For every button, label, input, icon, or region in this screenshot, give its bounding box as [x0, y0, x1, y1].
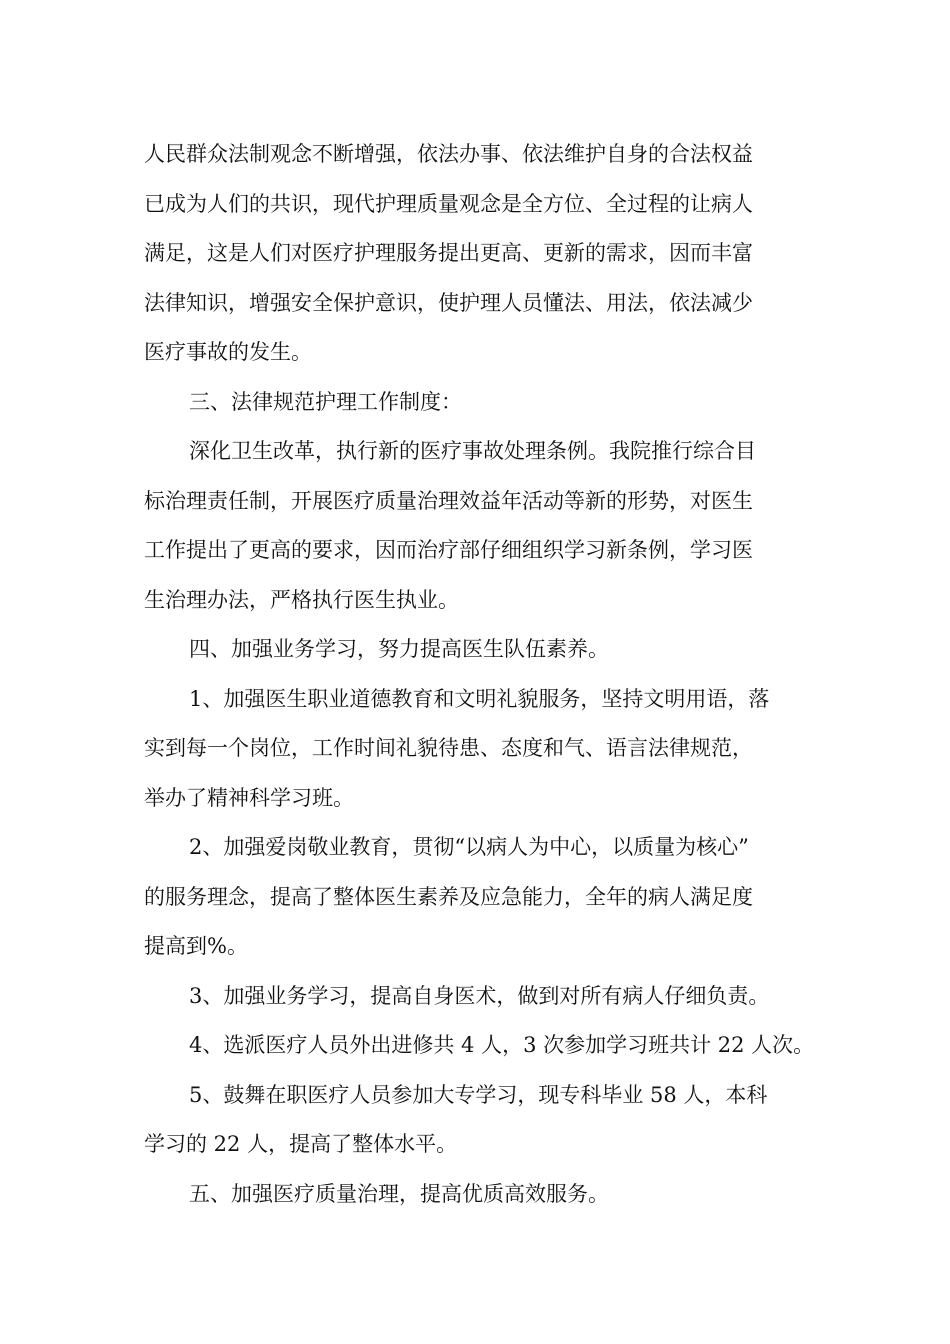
text-line: 医疗事故的发生。	[144, 340, 312, 364]
document-body	[144, 130, 824, 1219]
text-line: 4、选派医疗人员外出进修共 4 人，3 次参加学习班共计 22 人次。	[189, 1033, 815, 1057]
text-line: 满足，这是人们对医疗护理服务提出更高、更新的需求，因而丰富	[144, 241, 753, 265]
text-line: 提高到%。	[144, 934, 248, 958]
text-line: 深化卫生改革，执行新的医疗事故处理条例。我院推行综合目	[189, 439, 756, 463]
text-line: 1、加强医生职业道德教育和文明礼貌服务，坚持文明用语，落	[189, 686, 770, 711]
text-line: 2、加强爱岗敬业教育，贯彻“以病人为中心，以质量为核心”	[189, 835, 749, 859]
text-line: 的服务理念，提高了整体医生素养及应急能力，全年的病人满足度	[144, 884, 753, 909]
text-line: 5、鼓舞在职医疗人员参加大专学习，现专科毕业 58 人，本科	[189, 1082, 768, 1107]
text-line: 五、加强医疗质量治理，提高优质高效服务。	[189, 1181, 609, 1206]
text-line: 3、加强业务学习，提高自身医术，做到对所有病人仔细负责。	[189, 983, 770, 1008]
text-line: 三、法律规范护理工作制度：	[189, 389, 462, 414]
text-line: 人民群众法制观念不断增强，依法办事、依法维护自身的合法权益	[144, 142, 753, 166]
text-line: 举办了精神科学习班。	[144, 785, 354, 810]
text-line: 学习的 22 人，提高了整体水平。	[144, 1132, 458, 1156]
text-line: 工作提出了更高的要求，因而治疗部仔细组织学习新条例，学习医	[144, 538, 753, 562]
text-line: 实到每一个岗位，工作时间礼貌待患、态度和气、语言法律规范，	[144, 736, 753, 760]
text-line: 标治理责任制，开展医疗质量治理效益年活动等新的形势，对医生	[144, 488, 753, 513]
text-line: 法律知识，增强安全保护意识，使护理人员懂法、用法，依法减少	[144, 290, 753, 315]
text-line: 生治理办法，严格执行医生执业。	[144, 587, 459, 612]
text-line: 已成为人们的共识，现代护理质量观念是全方位、全过程的让病人	[144, 191, 753, 216]
text-line: 四、加强业务学习，努力提高医生队伍素养。	[189, 637, 609, 661]
